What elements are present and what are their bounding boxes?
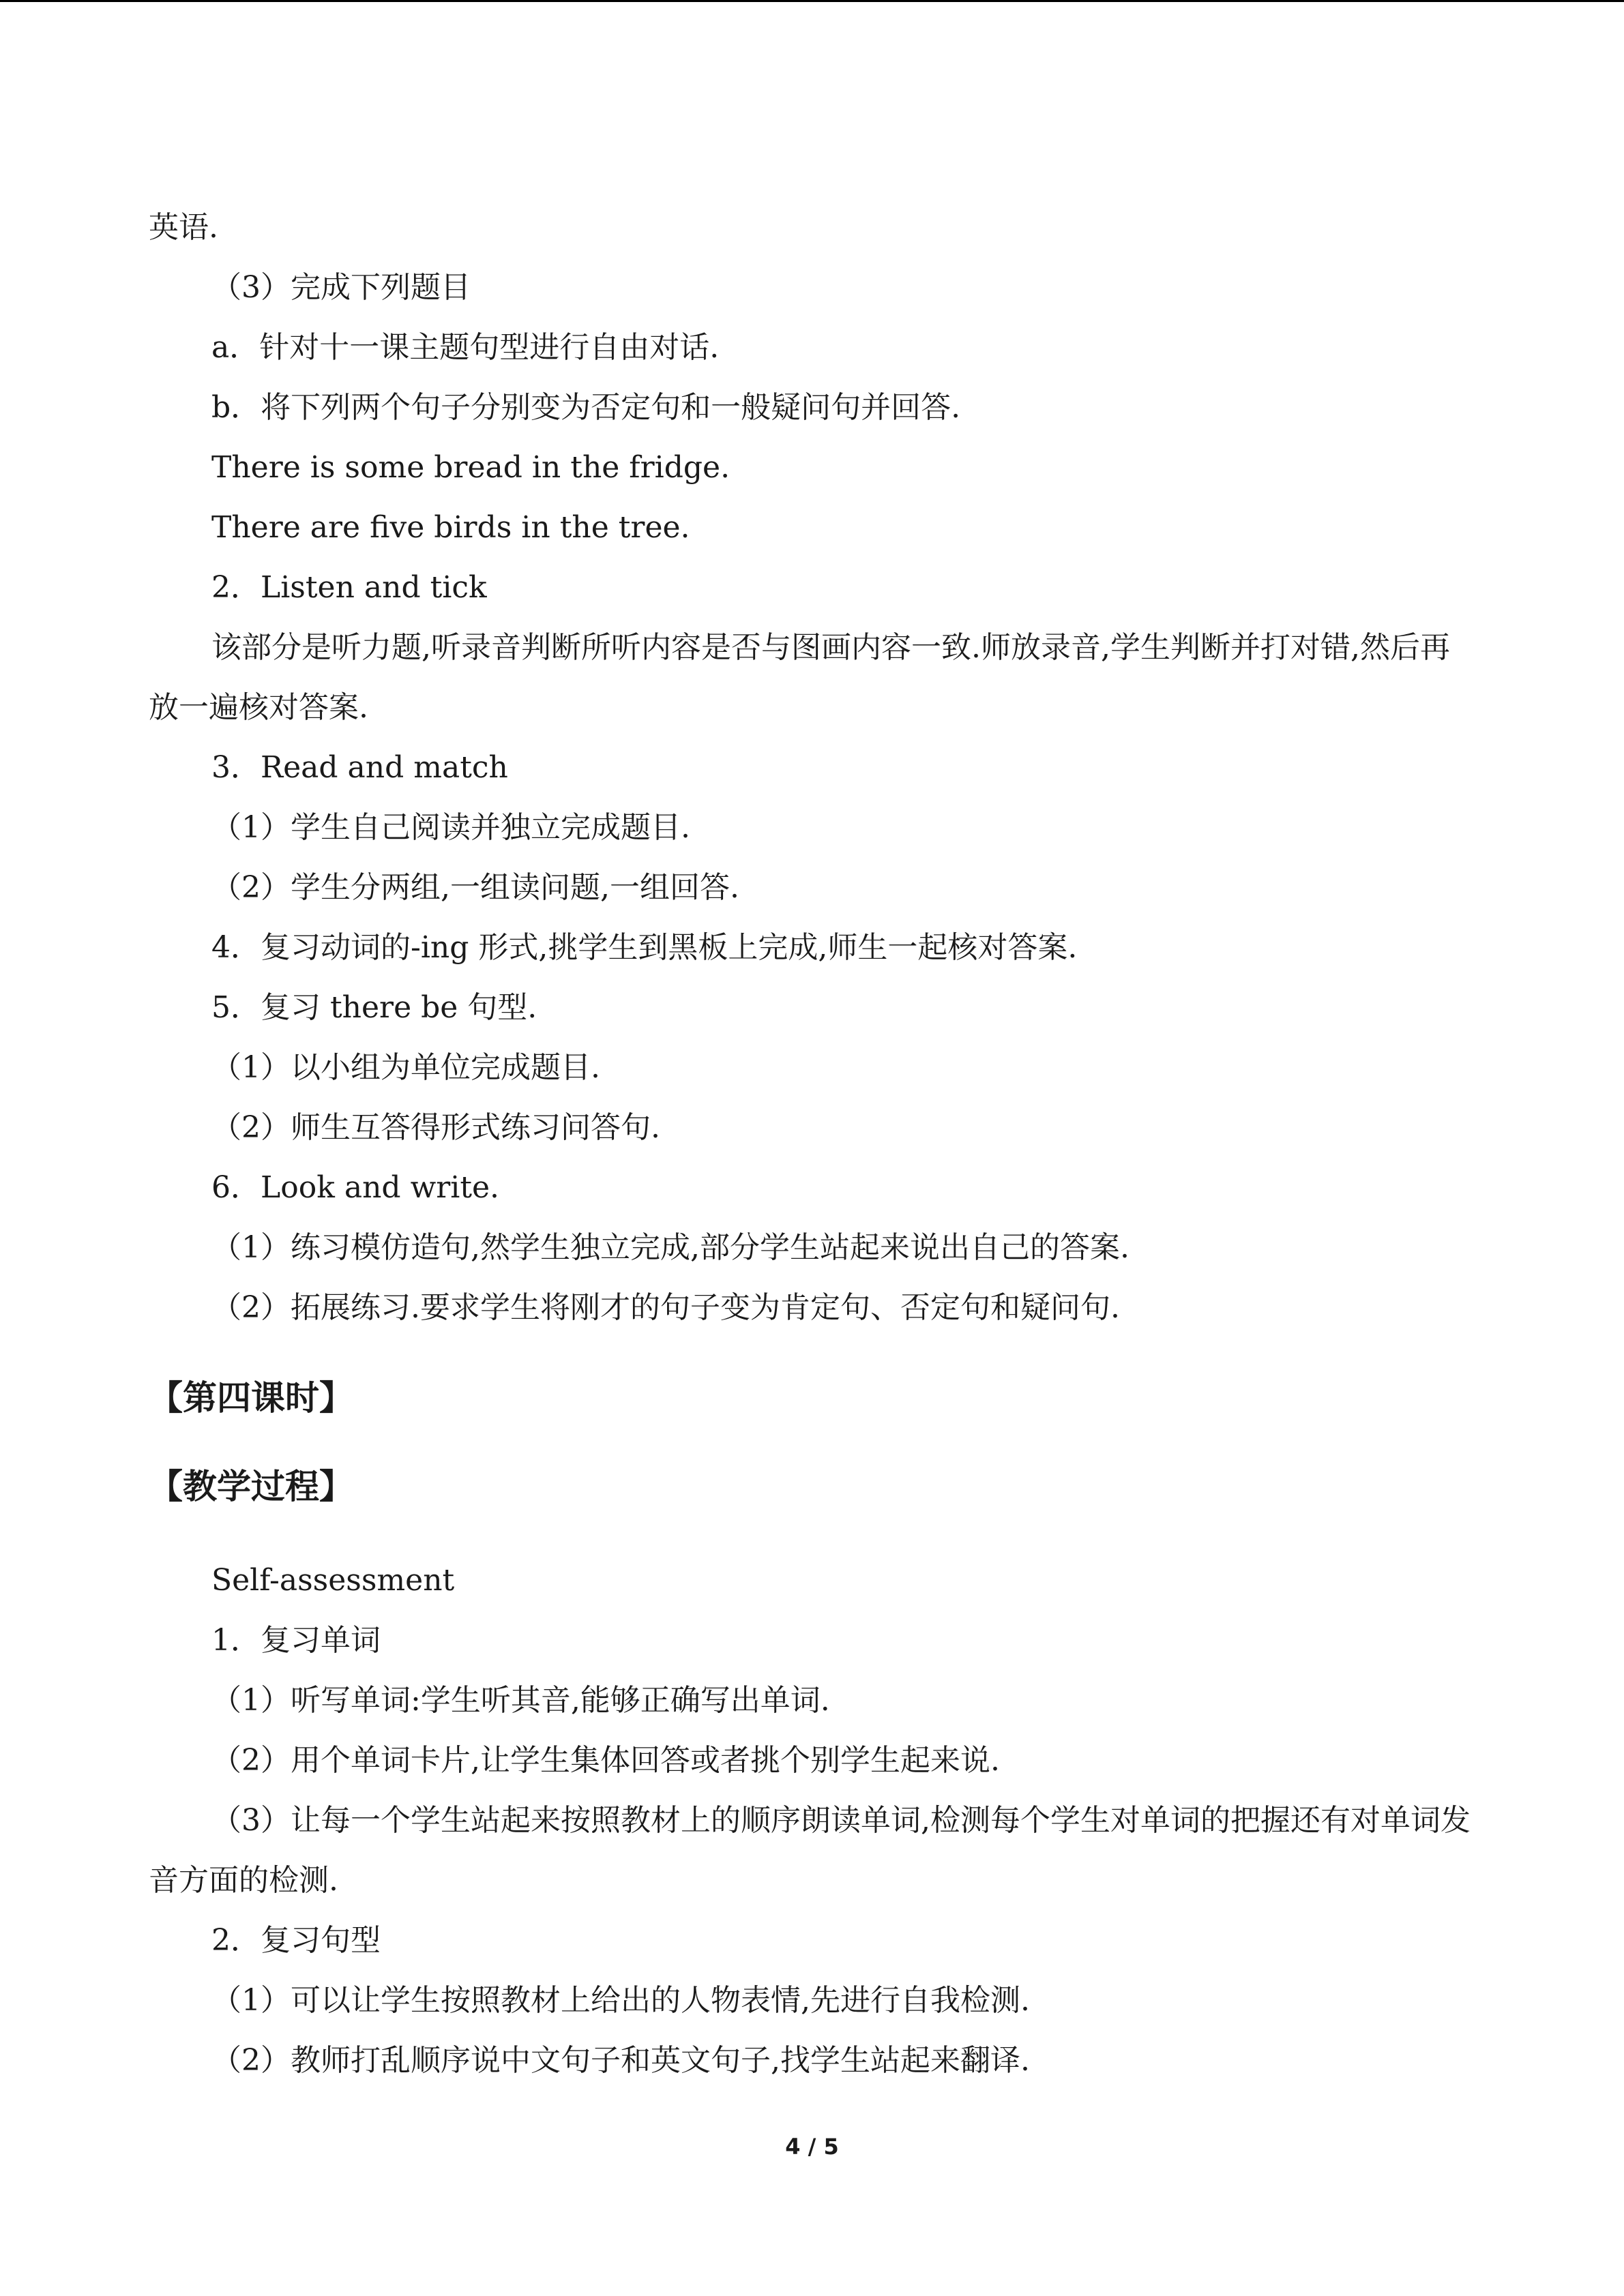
text-line: There is some bread in the fridge. (211, 450, 730, 485)
text-line: （1）练习模仿造句,然学生独立完成,部分学生站起来说出自己的答案. (211, 1230, 1130, 1265)
text-line: （2）用个单词卡片,让学生集体回答或者挑个别学生起来说. (211, 1743, 1000, 1778)
text-line: 2．Listen and tick (211, 570, 487, 605)
text-line: 4．复习动词的-ing 形式,挑学生到黑板上完成,师生一起核对答案. (211, 930, 1078, 965)
text-line: 3．Read and match (211, 750, 508, 785)
document-body (149, 198, 1472, 2091)
text-line: （1）可以让学生按照教材上给出的人物表情,先进行自我检测. (211, 1983, 1030, 2018)
text-line: 2．复习句型 (211, 1923, 381, 1958)
text-line: There are five birds in the tree. (211, 510, 690, 545)
paragraph: 该部分是听力题,听录音判断所听内容是否与图画内容一致.师放录音,学生判断并打对错,然后再放一遍核对答案. (149, 630, 1450, 725)
page-number: 4 / 5 (785, 2134, 839, 2160)
text-line: （2）师生互答得形式练习问答句. (211, 1110, 660, 1145)
text-line: （1）听写单词:学生听其音,能够正确写出单词. (211, 1683, 830, 1718)
text-line: Self-assessment (211, 1563, 455, 1598)
section-heading-teaching-process: 【教学过程】 (149, 1467, 353, 1506)
text-line: 1．复习单词 (211, 1623, 381, 1658)
text-line: （3）完成下列题目 (211, 270, 471, 305)
text-line: （2）学生分两组,一组读问题,一组回答. (211, 870, 739, 905)
text-line: （1）学生自己阅读并独立完成题目. (211, 810, 690, 845)
text-line: a．针对十一课主题句型进行自由对话. (211, 330, 720, 365)
text-line: （1）以小组为单位完成题目. (211, 1050, 600, 1085)
text-line: 5．复习 there be 句型. (211, 990, 537, 1025)
text-line: 6．Look and write. (211, 1170, 500, 1205)
text-line: 英语. (149, 210, 218, 245)
paragraph: （3）让每一个学生站起来按照教材上的顺序朗读单词,检测每个学生对单词的把握还有对单词发音方面的检测. (149, 1803, 1471, 1898)
text-line: （2）拓展练习.要求学生将刚才的句子变为肯定句、否定句和疑问句. (211, 1290, 1120, 1325)
text-line: （2）教师打乱顺序说中文句子和英文句子,找学生站起来翻译. (211, 2043, 1030, 2078)
text-line: b．将下列两个句子分别变为否定句和一般疑问句并回答. (211, 390, 961, 425)
top-border-line (0, 0, 1624, 2)
section-heading-lesson-four: 【第四课时】 (149, 1378, 353, 1418)
